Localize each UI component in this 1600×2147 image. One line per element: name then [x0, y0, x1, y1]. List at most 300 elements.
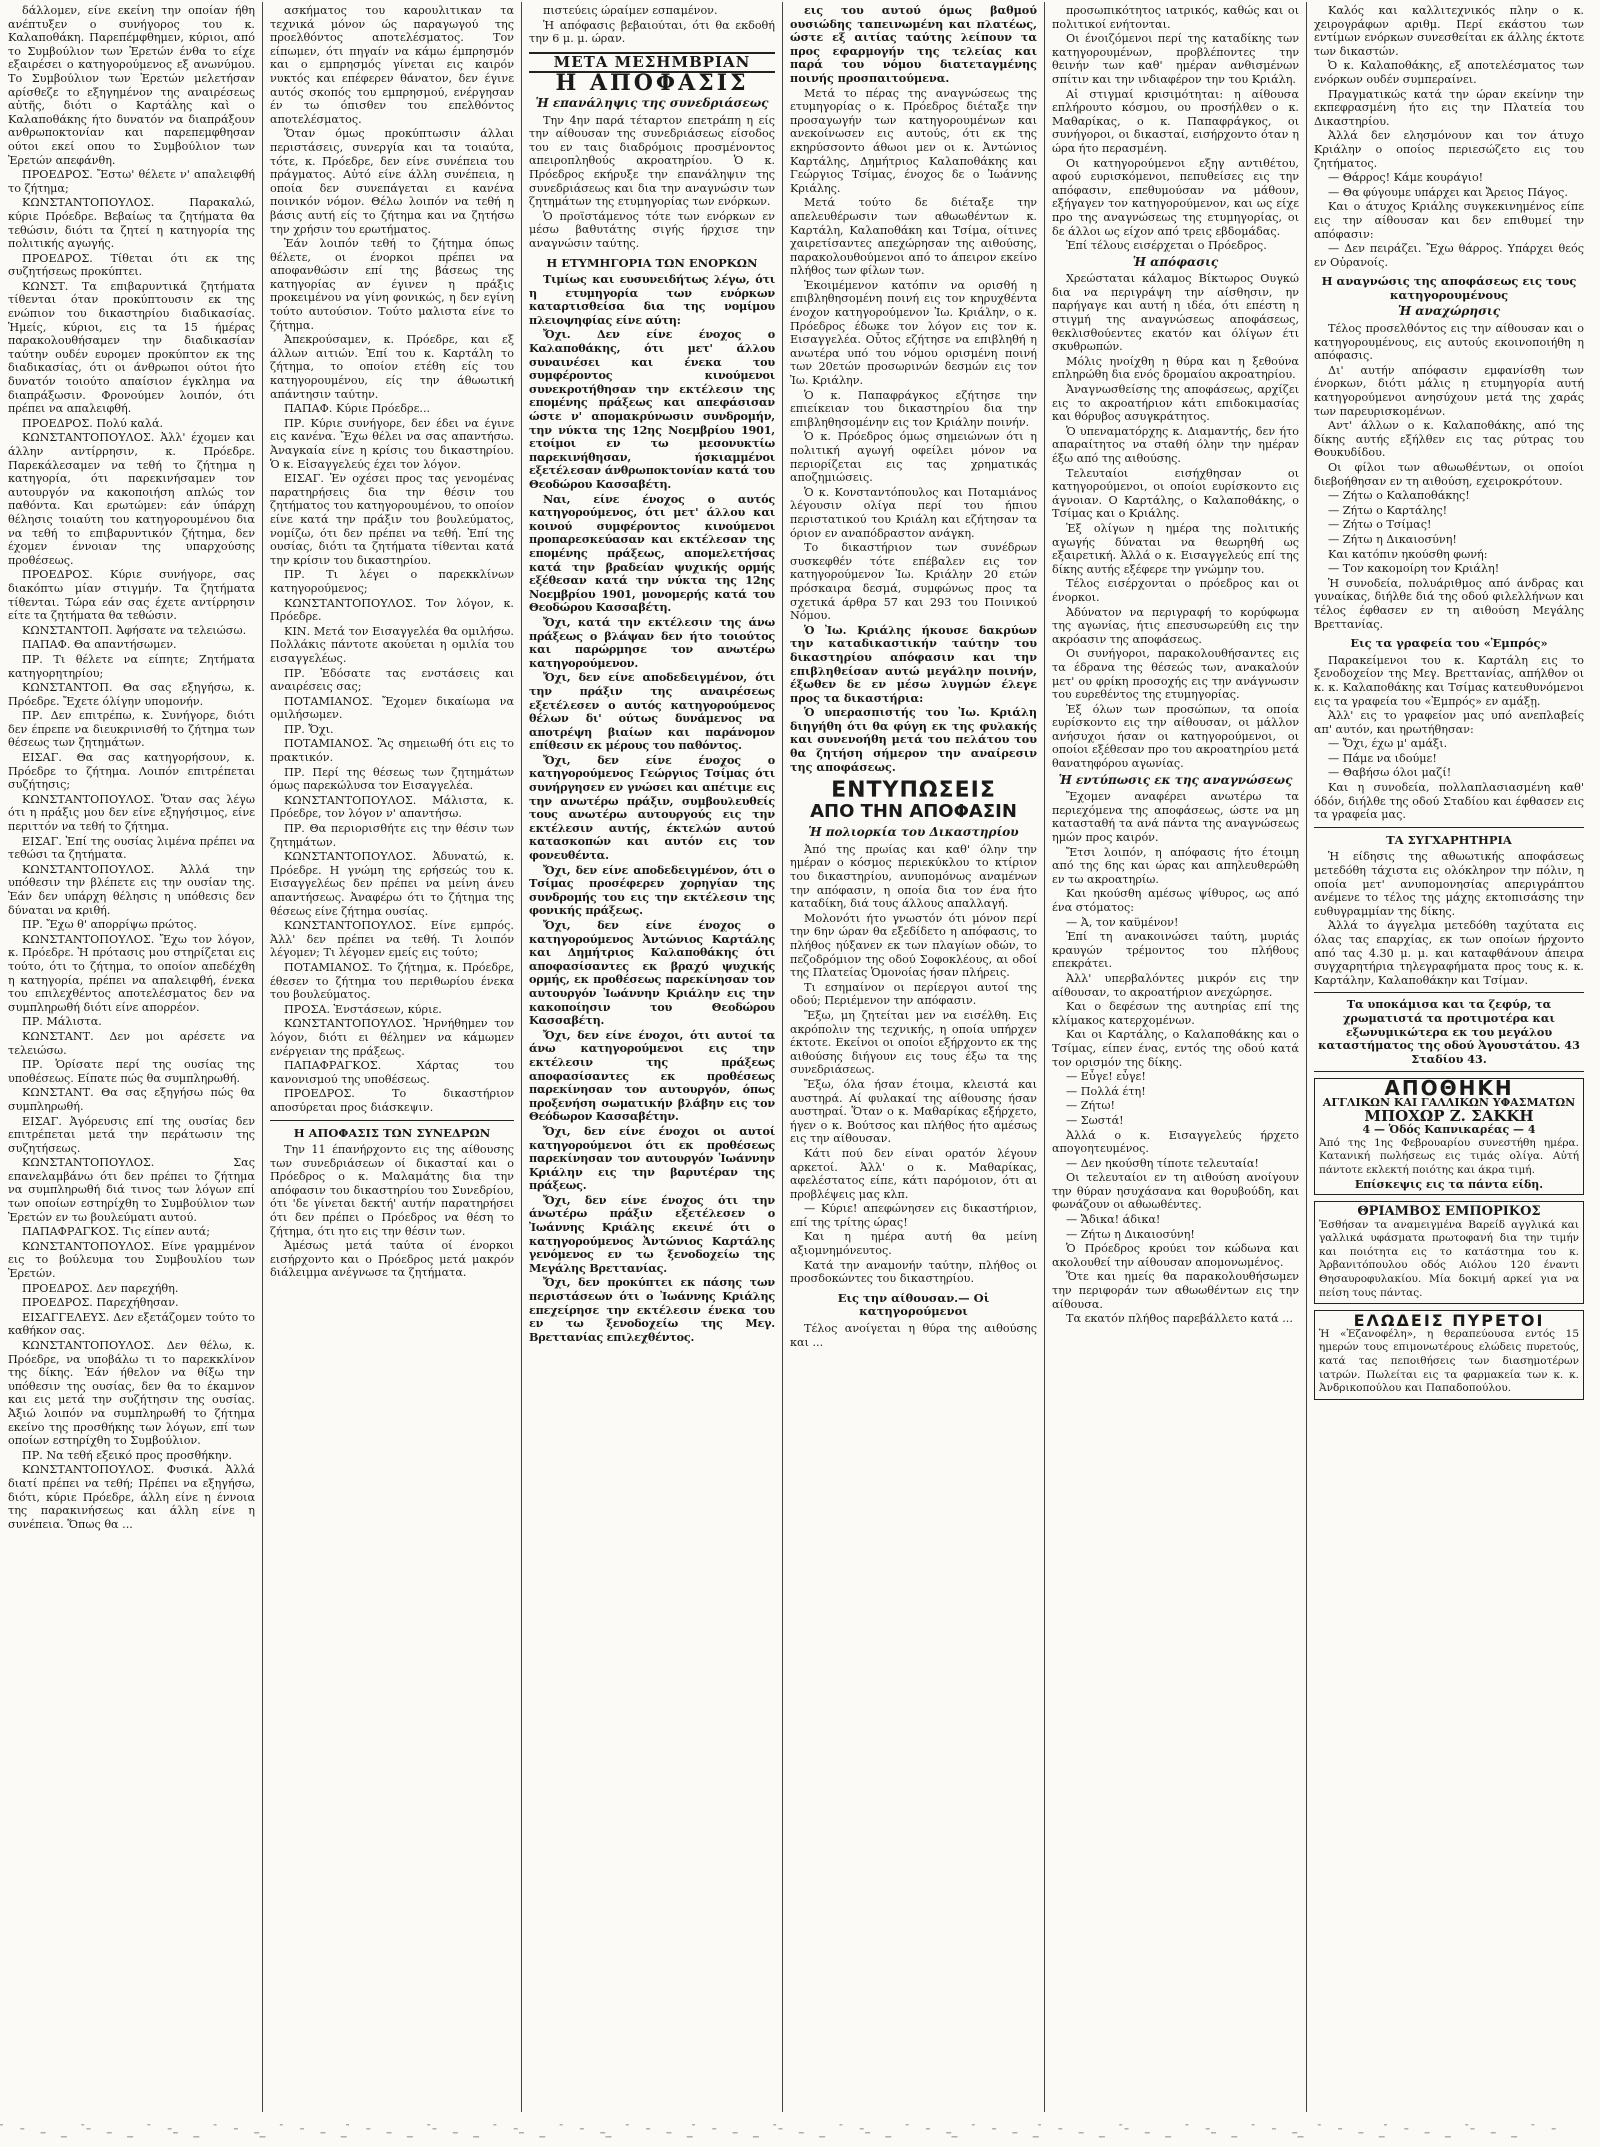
scan-speck [1079, 2132, 1084, 2134]
advert-fevers-title: ΕΛΩΔΕΙΣ ΠΥΡΕΤΟΙ [1353, 1311, 1545, 1331]
subheading-impression: Ἡ εντύπωσις εκ της αναγνώσεως [1058, 772, 1293, 787]
advert-warehouse-address: 4 — Ὁδός Καπνικαρέας — 4 [1362, 1123, 1536, 1137]
paragraph: Οι φίλοι των αθωωθέντων, οι οποίοι διεβοήθησαν εν τη αιθούση, εχειροκρότουν. [1314, 461, 1584, 488]
paragraph: Τέλος εισέρχονται ο πρόεδρος και οι ένορκοι. [1052, 577, 1299, 604]
paragraph: ΠΡ. Περί της θέσεως των ζητημάτων όμως παρεκώλυσα τον Εισαγγελέα. [270, 765, 514, 793]
section-divider [1314, 1071, 1584, 1072]
paragraph: ΠΡ. Ὁρίσατε περί της ουσίας της υποθέσεως. Είπατε πώς θα συμπληρωθή. [8, 1058, 255, 1085]
paragraph: Αντ' άλλων ο κ. Καλαποθάκης, από της δίκης αυτής εξήλθεν εις τας ρύτρας του Θουκυδίδου. [1314, 419, 1584, 460]
scan-speck [1012, 2132, 1017, 2134]
paragraph: Ἐπί τέλους εισέρχεται ο Πρόεδρος. [1066, 239, 1267, 253]
paragraph: Ὁ κ. Παπαφράγκος εζήτησε την επιείκειαν του δικαστηρίου δια την επιβληθησομένην εις τον Κριάλην ποινήν. [790, 388, 1037, 429]
scan-speck [799, 2132, 804, 2134]
scan-speck [519, 2132, 524, 2134]
paragraph: Ἐκοιμέμενον κατόπιν να ορισθή η επιβληθησομένη ποινή εις τον κηρυχθέντα ένοχον κατηγορούμενον Ἰω. Κριάλην, ο κ. Πρόεδρος έδωκε τον λόγον εις τον κ. Εισαγγελέα. Οὗτος εζήτησε να επιβληθή η ανωτέρα υπό του νόμου ορισμένη ποινή των 20ετών προσωρινών δεσμών εις τον Ἰω. Κριάλην. [790, 278, 1037, 388]
paragraph: — Ὄχι, έχω μ' αμάξι. [1328, 737, 1448, 751]
scan-speck [1038, 2124, 1041, 2126]
column-4-text [790, 87, 1037, 623]
paragraph: ΚΩΝΣΤΑΝΤΟΠΟΥΛΟΣ. Ἠρνήθημεν τον λόγον, διότι ει θέλημεν να κάμωμεν ενέργειαν της πράξεως. [270, 1017, 514, 1058]
scan-speck [1145, 2132, 1150, 2134]
paragraph: Δι' αυτήν απόφασιν εμφανίσθη των ένορκων, διότι μάλις η ετυμηγορία αυτή κατηγορούμενοι ανησύχουν μετά της χαράς των παρευρισκομένων. [1314, 363, 1584, 418]
column-rule [262, 2, 263, 2112]
paragraph: Ὄχι, δεν προκύπτει εκ πάσης των περιστάσεων ότι ο Ἰωάννης Κριάλης επεχείρησε την εκτέλεσιν ένεκα του εν τω ξενοδοχείω της Μεγ. Βρεττανίας επιλεχθέντος. [529, 1275, 775, 1344]
scan-speck [1379, 2136, 1385, 2138]
paragraph: Το δικαστήριον των συνέδρων συσκεφθέν τότε επέβαλεν εις τον κατηγορούμενον Ἰω. Κριάλην 20 ετών πρόσκαιρα δεσμά, συμφώνως προς τα σχετικά άρθρα 57 και 293 του Ποινικού Νόμου. [790, 541, 1037, 623]
paragraph: Μετά τούτο δε διέταξε την απελευθέρωσιν των αθωωθέντων κ. Καρτάλη, Καλαποθάκη και Τσίμα, οίτινες χαιρετίσαντες απεχώρησαν της αιθούσης, παρακολουθούμενοι από το άπειρον εκείνο πλήθος των φίλων των. [790, 196, 1037, 278]
paragraph: ΕΙΣΑΓΓΕΛΕΥΣ. Δεν εξετάζομεν τούτο το καθήκον σας. [8, 1310, 255, 1338]
paragraph: ΠΡ. Μάλιστα. [22, 1015, 102, 1029]
header-afternoon: ΜΕΤΑ ΜΕΣΗΜΒΡΙΑΝ [529, 52, 775, 74]
paragraph: ΕΙΣΑΓ. Ἐν οχέσει προς τας γενομένας παρατηρήσεις δια την θέσιν του ζητήματος του κατηγορουμένου, το οποίον είνε κατά την πράξιν του βουλεύματος, νομίζω, ότι δεν πρέπει να τεθή. Ἐπί της ουσίας, διότι τα ζητήματα τίθενται κατά την κρίσιν του δικαστηρίου. [270, 472, 514, 567]
verdict-continuation [790, 4, 1037, 86]
advert-warehouse-owner: ΜΠΟΧΩΡ Ζ. ΣΑΚΚΗ [1364, 1106, 1534, 1125]
paragraph: Ὄχι, δεν είνε ένοχοι οι αυτοί κατηγορούμενοι ότι εκ προθέσεως παρεκίνησαν τον αυτουργόν Ἰωάννην Κριάλην εις την βαρυτέραν της πράξεως. [529, 1123, 775, 1193]
paragraph: ΚΩΝΣΤΑΝΤΟΠ. Θα σας εξηγήσω, κ. Πρόεδρε. Ἔχετε όλίγην υπομονήν. [8, 681, 255, 708]
paragraph: ΠΡΟΕΔΡΟΣ. Ἔστω' θέλετε ν' απαλειφθή το ζήτημα; [8, 168, 255, 195]
column-5-text-b [1052, 272, 1299, 770]
column-2-text-b [270, 1143, 514, 1280]
scan-speck [885, 2136, 891, 2138]
paragraph: ΠΑΠΑΦ. Θα απαντήσωμεν. [22, 638, 177, 652]
scan-speck [147, 2124, 150, 2126]
section-heading-reading: Η αναγνώσις της αποφάσεως εις τους κατηγορουμένους [1321, 274, 1577, 302]
paragraph: Ἔχομεν αναφέρει ανωτέρω τα περιεχόμενα της αποφάσεως, ώστε να μη κατασταθή τα ανά πάντα της αναγνώσεως ημών προς καιρόν. [1052, 790, 1299, 845]
headline-impressions: ΕΝΤΥΠΩΣΕΙΣ [831, 778, 996, 804]
paragraph: Ἐξ όλων των προσώπων, τα οποία ευρίσκοντο εις την αίθουσαν, οι μάλλον ανήσυχοι ήσαν οι κατηγορούμενοι, οι οποίοι εξέθεσαν προ του ακροατηρίου μετά θανατηφόρου αγωνίας. [1052, 702, 1299, 771]
paragraph: Ἀλλά ο κ. Εισαγγελεύς ήρχετο απογοητευμένος. [1052, 1128, 1299, 1156]
paragraph: ΚΙΝ. Μετά τον Εισαγγελέα θα ομιλήσω. Πολλάκις πάντοτε ακούεται η ομιλία του εισαγγελέως. [270, 624, 514, 665]
scan-speck [193, 2136, 199, 2138]
subheading-resumption: Ἡ επανάληψις της συνεδριάσεως [535, 95, 769, 110]
section-divider [1314, 992, 1584, 993]
paragraph: Ἐπί τη ανακοινώσει ταύτη, μυριάς κραυγών τρέμοντος του πλήθους επεκράτει. [1052, 930, 1299, 971]
paragraph: ΚΩΝΣΤΑΝΤΟΠΟΥΛΟΣ. Τον λόγον, κ. Πρόεδρε. [270, 596, 514, 624]
scan-speck [1211, 2132, 1216, 2134]
scan-speck [712, 2128, 716, 2130]
scan-speck [1552, 2128, 1556, 2130]
paragraph: ΠΡ. Τι θέλετε να είπητε; Ζητήματα κατηγορητηρίου; [8, 652, 255, 680]
advert-warehouse-title: ΑΠΟΘΗΚΗ [1384, 1076, 1514, 1101]
scan-speck [1185, 2124, 1188, 2126]
paragraph: Μετά το πέρας της αναγνώσεως της ετυμηγορίας ο κ. Πρόεδρος διέταξε την προσαγωγήν των κατηγορουμένων και ανεκοίνωσεν εις αυτούς, ότι εκ της εκηρύσσοντο άθωοι μεν οι κ. Ἀντώνιος Καρτάλης, Δημήτριος Καλαποθάκης και Γεώργιος Τσίμας, ένοχος δε ο Ἰωάννης Κριάλης. [790, 86, 1037, 195]
section-heading-congratulations: ΤΑ ΣΥΓΧΑΡΗΤΗΡΙΑ [1386, 832, 1512, 847]
scan-speck [646, 2128, 650, 2130]
column-2-text [270, 4, 514, 1115]
paragraph: ΠΡ. Ἔχω θ' απορρίψω πρώτος. [22, 918, 197, 932]
scan-speck [1252, 2124, 1255, 2126]
scan-speck [1292, 2132, 1297, 2134]
column-1-text [8, 4, 255, 1531]
subheading-departure: Ἡ αναχώρησις [1397, 304, 1501, 319]
paragraph: — Σωστά! [1066, 1113, 1124, 1127]
column-6-text-c [1314, 548, 1584, 632]
paragraph: ΠΡ. Ὄχι. [284, 722, 334, 736]
advert-warehouse [1314, 1078, 1584, 1195]
paragraph: Ἡ είδησις της αθωωτικής αποφάσεως μετεδόθη τάχιστα εις ολόκληρον την πόλιν, η οποία μετ' ανυπομονησίας απεριγράπτου ανέμενε το τέλος της μάχης εκτοπισάσης την ευθυγραμμίαν της δίκης. [1314, 850, 1584, 918]
paragraph: δάλλομεν, είνε εκείνη την οποίαν ήθη ανέπτυξεν ο συνήγορος του κ. Καλαποθάκη. Παρεπέμφθημεν, κύριοι, από το Συμβούλιον των Ἐρετών ένθα το είχε εξαιρέσει ο κατηγορούμενος εξ ανωνύμου. Το Συμβούλιον των Ἐρετών μελετήσαν αρίσθεζε το εξηγημένον της αναιρέσεως αὐτῆς, διότι ο Καρτάλης καὶ ο Καλαποθάκης ήτο δυνατόν να διαπράξουν ανθρωποκτονίαν και παρεπεμφθησαν ούτοι εκεί οπου το Συμβούλιον των Ἐρετών απεφάνθη. [8, 4, 255, 167]
scan-speck [946, 2132, 951, 2134]
paragraph: — Ζήτω η Δικαιοσύνη! [1066, 1227, 1195, 1241]
scan-speck [1318, 2124, 1321, 2126]
scan-speck [407, 2136, 413, 2138]
scan-speck [580, 2128, 584, 2130]
advert-fevers [1314, 1310, 1584, 1400]
paragraph: Ναι, είνε ένοχος ο αυτός κατηγορούμενος, ότι μετ' άλλου και κοινού συμφέροντος κινούμενοι προπαρεσκεύασαν και εκτέλεσαν της επομένης πράξεως, απομελετήσας κατά την βραδείαν ψυχικής ορμής εξέθεσαν κατά την νύκτα της 12ης Νοεμβρίου 1901, μονομερής κατά του Θεοδώρου Κασσαβέτη. [529, 491, 775, 615]
paragraph: Τέλος ανοίγεται η θύρα της αιθούσης και ... [790, 1322, 1037, 1349]
paragraph: ΠΡΟΕΔΡΟΣ. Δεν παρεχήθη. [22, 1281, 179, 1295]
scan-speck [214, 2124, 217, 2126]
scan-speck [819, 2136, 825, 2138]
scan-speck [952, 2136, 958, 2138]
paragraph: Ἐάν λοιπόν τεθή το ζήτημα όπως θέλετε, οι ένορκοι πρέπει να αποφανθώσιν επί της βάσεως της κατηγορίας αν έγινεν η πράξις προκειμένου να γίνη φονικώς, η δεν εγίνη τούτο αυτούσιον. Τούτο μαλιστα είνε το ζήτημα. [270, 237, 514, 332]
paragraph: Ἐξ ολίγων η ημέρα της πολιτικής αγωγής δύναται να θεωρηθή ως εξαιρετική. Ἀλλά ο κ. Εισαγγελεύς επί της δίκης αυτής εξέφερε την γνώμην του. [1052, 521, 1299, 576]
paragraph: Ὁ Πρόεδρος κρούει τον κώδωνα και ακολουθεί την αίθουσαν απομονωμένος. [1052, 1242, 1299, 1269]
advert-commercial-body: Ἐσθήσαν τα αναμειγμένα Βαρείδ αγγλικά και γαλλικά υφάσματα πρωτοφανή δια την τιμήν και ποιότητα εις το κατάστημα του κ. Ἀρβανιτόπουλου οδός Αιόλου 120 έναντι Θησαυροφυλακίου. Μία δοκιμή αρκεί για να πείση τους πάντας. [1319, 1218, 1579, 1299]
paragraph: — Δεν ηκούσθη τίποτε τελευταία! [1066, 1156, 1259, 1170]
advert-warehouse-subtitle: ΑΓΓΛΙΚΩΝ ΚΑΙ ΓΑΛΛΙΚΩΝ ΥΦΑΣΜΑΤΩΝ [1322, 1095, 1576, 1109]
scan-speck [260, 2136, 266, 2138]
paragraph: ΚΩΝΣΤΑΝΤΟΠΟΥΛΟΣ. Ἀλλά την υπόθεσιν την βλέπετε εις την ουσίαν της. Ἐάν δεν υπάρχη θέλησις η υπόθεσις δεν δύναται να κριθή. [8, 862, 255, 917]
paragraph: Και η ημέρα αυτή θα μείνη αξιομνημόνευτος. [790, 1230, 1037, 1258]
paragraph: ΚΩΝΣΤΑΝΤΟΠ. Ἀφήσατε να τελειώσω. [22, 623, 247, 637]
paragraph: Ἀδύνατον να περιγραφή το κορύφωμα της αγωνίας, ήτις επεσυσωρεύθη εις την ακρόασιν της αποφάσεως. [1052, 605, 1299, 646]
paragraph: Τα εκατόν πλήθος παρεβάλλετο κατά ... [1066, 1312, 1293, 1326]
scan-speck [453, 2132, 458, 2134]
scan-speck [692, 2124, 695, 2126]
paragraph: ΠΡ. Δεν επιτρέπω, κ. Συνήγορε, διότι δεν έπρεπε να διευκρινισθή το ζήτημα των θέσεως των ζητημάτων. [8, 709, 255, 750]
scan-speck [1425, 2132, 1430, 2134]
paragraph: ΕΙΣΑΓ. Ἀγόρευσις επί της ουσίας δεν επιτρέπεται μετά την περάτωσιν της συζητήσεως. [8, 1114, 255, 1155]
column-1 [8, 4, 255, 2116]
advert-commercial [1314, 1201, 1584, 1304]
paragraph: Ὅταν όμως προκύπτωσιν άλλαι περιστάσεις, συνεργία και τα τοιαύτα, τότε, κ. Πρόεδρε, δεν είνε συνέπεια του πράγματος. Αὐτό είνε άλλη συνέπεια, η οποία δεν συνεπάγεται ει κανένα ποινικόν νόμον. Θέλω λοιπόν να τεθή η βάσις αυτή είς το ζήτημα και να ζητήσω την χρήσιν του ερωτήματος. [270, 127, 514, 236]
scan-speck [906, 2124, 909, 2126]
paragraph: Ὄχι, δεν είνε αποδεδειγμένον, ότι την πράξιν της αναιρέσεως εξετέλεσεν ο αυτός κατηγορούμενος θέλων δι' ούτως δυνάμενος να αποτρέψη βιαίων και παράνομον επίθεσιν εκ μέρους του παθόντος. [529, 670, 775, 753]
paragraph: ΚΩΝΣΤΑΝΤΟΠΟΥΛΟΣ. Είνε εμπρός. Ἀλλ' δεν πρέπει να τεθή. Τι λοιπόν λέγομεν; Τι λέγομεν εμείς εις τούτο; [270, 919, 514, 960]
paragraph: Ἀλλά το άγγελμα μετεδόθη ταχύτατα εις όλας τας επαρχίας, εκ των οποίων ήρχοντο από τας 4.30 μ. μ. και καταφθάνουν άπειρα συγχαρητήρια τηλεγραφήματα προς τους κ. κ. Καρτάλην, Καλαποθάκην και Τσίμαν. [1314, 919, 1584, 987]
subheading-siege: Ἡ πολιορκία του Δικαστηρίου [808, 825, 1019, 840]
paragraph: Ἡ απόφασις βεβαιούται, ότι θα εκδοθή την 6 μ. μ. ώραν. [529, 18, 775, 46]
scan-speck [773, 2124, 776, 2126]
paragraph: προσωπικότητος ιατρικός, καθώς και οι πολιτικοί ενήτονται. [1052, 4, 1299, 31]
paragraph: Ὁ κ. Πρόεδρος όμως σημειώνων ότι η πολιτική αγωγή οφείλει μόνον να περιορίζεται εις τας χρηματικάς αποζημιώσεις. [790, 430, 1037, 485]
paragraph: Ἀλλ' υπερβαλόντες μικρόν εις την αίθουσαν, το ακροατήριον ανεχώρησε. [1052, 971, 1299, 999]
scan-speck [626, 2124, 629, 2126]
scan-speck [1033, 2136, 1039, 2138]
paragraph: ΠΡΟΕΔΡΟΣ. Το δικαστήριον αποσύρεται προς διάσκεψιν. [270, 1087, 514, 1114]
scan-speck [173, 2132, 178, 2134]
paragraph: Την 11 έπανήρχοντο εις της αίθουσης των συνεδριάσεων οί δικασταί και ο Πρόεδρος ο κ. Μαλαμάτης δια την απόφασιν του δικαστηρίου του Συνεδρίου, ότι 'δε γίνεται δεκτή' αυτήν παρατηρήσει ότι δεν πρέπει ο Πρόεδρος να θέση το ζήτημα, ότι ητο εις την θέσιν των. [270, 1143, 514, 1238]
scan-speck [687, 2136, 693, 2138]
paragraph: ΠΡ. Θα περιορισθήτε εις την θέσιν των ζητημάτων. [270, 822, 514, 849]
scan-speck [1465, 2124, 1468, 2126]
paragraph: Ὁ Ἰω. Κριάλης ήκουσε δακρύων την καταδικαστικήν ταύτην του δικαστηρίου απόφασιν και την επιβληθείσαν αυτώ μεγάλην ποινήν, έξωθεν δε εν μέσω λυγμών έλεγε προς τα δικαστήρια: [790, 622, 1037, 705]
scan-speck [346, 2124, 349, 2126]
paragraph: Ἀναγνωσθείσης της αποφάσεως, αρχίζει εις το ακροατήριον κάτι επιδοκιμασίας και θόρυβος ασυγκράτητος. [1052, 383, 1299, 424]
column-3-top [529, 4, 775, 46]
paragraph: Ἀπό της πρωίας και καθ' όλην την ημέραν ο κόσμος περιεκύκλου το κτίριον του δικαστηρίου, ανυπομόνως αναμένων την απόφασιν, η οποία δια τον ένα ήτο καταδίκη, διά τους άλλους απαλλαγή. [790, 842, 1037, 911]
section-divider [1314, 827, 1584, 828]
column-5 [1052, 4, 1299, 2116]
paragraph: — Ζήτω η Δικαιοσύνη! [1328, 532, 1457, 546]
scan-speck [0, 2124, 3, 2126]
scan-speck [1272, 2128, 1276, 2130]
paragraph: ΠΑΠΑΦΡΑΓΚΟΣ. Χάρτας του κανονισμού της υποθέσεως. [270, 1059, 514, 1086]
paragraph: Ὀ κ. Καλαποθάκης, εξ αποτελέσματος των ενόρκων ουδέν συμπεραίνει. [1314, 59, 1584, 86]
paragraph: Τι εσημαίνον οι περίεργοι αυτοί της οδού; Περιέμενον την απόφασιν. [790, 980, 1037, 1008]
paragraph: ΠΡΟΕΔΡΟΣ. Παρεχήθησαν. [22, 1296, 179, 1310]
paragraph: Τιμίως και ευσυνειδήτως λέγω, ότι η ετυμηγορία των ενόρκων καταρτισθείσα δια της νομίμου πλειοψηφίας είνε αύτη: [529, 272, 775, 327]
paragraph: ΚΩΝΣΤΑΝΤΟΠΟΥΛΟΣ. Σας επανελαμβάνω ότι δεν πρέπει το ζήτημα να συμπληρωθή διά τινος των λόγων επί των οποίων εστηρίχθη το Συμβούλιον των Ἐρετών εν τω βουλεύματι αυτού. [8, 1156, 255, 1224]
paragraph: — Θα φύγουμε υπάρχει και Ἄρειος Πάγος. [1328, 185, 1568, 199]
paragraph: πιστεύεις ώραίμεν εσπαμένον. [543, 4, 718, 17]
paragraph: Οι κατηγορούμενοι εξηγ αντιθέτου, αφού ευρισκόμενοι, πεπυθείσες εις την απόφασιν, επεθυμούσαν να μάθουν, εξήγαγεν τον κατηγορούμενον, και ως είχε προ της αναγνώσεως της ετυμηγορίας, οι δε άλλοι ως είχον από τρεις εβδομάδας. [1052, 156, 1299, 238]
paragraph: Ὄχι. Δεν είνε ένοχος ο Καλαποθάκης, ότι μετ' άλλου συναινέσει και ένεκα του συμφέροντος κινούμενοι συνεκροτήθησαν την εκτέλεσιν της επομένης πράξεως και απεφάσισαν ώστε ν' απομακρύνωσιν συνδρομήν, την νύκτα της 12ης Νοεμβρίου 1901, ετοίμοι εν τω μεσονυκτίω παρεκινήθησαν, ήσκιαμμένοι εξετέλεσαν άνθρωποκτονίαν κατά του Θεοδώρου Κασσαβέτη. [529, 327, 775, 491]
advert-fevers-body: Ἡ «Ἐζανοφέλη», η θεραπεύουσα εντός 15 ημερών τους επιμονωτέρους ελώδεις πυρετούς, κατά τας πεποιθήσεις των διασημοτέρων ιατρών. Πωλείται εις τα φαρμακεία των κ. κ. Ἀνδρικοπούλου και Παπαδοπούλου. [1319, 1327, 1579, 1395]
paragraph: ΚΩΝΣΤΑΝΤΟΠΟΥΛΟΣ. Παρακαλώ, κύριε Πρόεδρε. Βεβαίως τα ζητήματα θα τεθώσιν, διότι τα ζητεί η κατηγορία της πολιτικής αγωγής. [8, 196, 255, 251]
column-2 [270, 4, 514, 2116]
paragraph: Την 4ην παρά τέταρτον επετράπη η είς την αίθουσαν της συνεδριάσεως είσοδος του εν ταις διαδρόμοις προσμένοντος απειροπληθούς ακροατηρίου. Ὁ κ. Πρόεδρος εκήρυξε την επανάληψιν της συνεδριάσεως και δια την αναγνώσιν των ζητημάτων της ετυμηγορίας των ενόρκων. [529, 113, 775, 209]
scan-speck [300, 2128, 304, 2130]
scan-speck [1119, 2124, 1122, 2126]
scan-speck [1165, 2136, 1171, 2138]
section-heading-jury-verdict: Η ΕΤΥΜΗΓΟΡΙΑ ΤΩΝ ΕΝΟΡΚΩΝ [546, 255, 758, 270]
paragraph: Και ο άτυχος Κριάλης συγκεκινημένος είπε εις την αίθουσαν και δεν επιθυμεί την απόφασιν: [1314, 200, 1584, 241]
paragraph: ΠΟΤΑΜΙΑΝΟΣ. Ἔχομεν δικαίωμα να ομιλήσωμεν. [270, 694, 514, 722]
paragraph: ΠΡ. Τι λέγει ο παρεκκλίνων κατηγορούμενος; [270, 568, 514, 595]
paragraph: Κάτι πού δεν είναι ορατόν λέγουν αρκετοί. Ἀλλ' ο κ. Μαθαρίκας, αφελέστατος είπε, κάτι παρόμοιον, ότι αι προβλέψεις μας κλπ. [790, 1146, 1037, 1201]
column-3-text [529, 114, 775, 251]
paragraph: ΚΩΝΣΤΑΝΤΟΠΟΥΛΟΣ. Ἔχω τον λόγον, κ. Πρόεδρε. Ἡ πρότασις μου στηρίζεται εις τούτο, ότι το ζήτημα, το οποίον απεδέχθη η κατηγορία, πρέπει να απαλειφθή, ένεκα του επιλεχθέντος αποτελέσματος δεν να συμπληρωθή διότι είνε απορρέον. [8, 932, 255, 1014]
paragraph: ΠΡ. Ἐδόσατε τας ενστάσεις και αναιρέσεις σας; [270, 666, 514, 694]
paragraph: Παρακείμενοι του κ. Καρτάλη εις το ξενοδοχείον της Μεγ. Βρεττανίας, απήλθον οι κ. κ. Καλαποθάκης και Τσίμας κατευθυνόμενοι εις τα γραφεία του «Ἐμπρός» εν αμάξῃ. [1314, 653, 1584, 708]
paragraph: Ἔξω, μη ζητείται μεν να εισέλθη. Εις ακρόπολιν της τεχνικής, η οποία υπήρχεν έκτοτε. Εκείνοι οι οποίοι εξήρχοντο εκ της αιθούσης διήγουν εις τους έξω τα της συνεδριάσεως. [790, 1008, 1037, 1077]
paragraph: Ἀλλά δεν ελησμόνουν και τον άτυχο Κριάλην ο οποίος περιεσώζετο εις του ζητήματος. [1314, 129, 1584, 170]
paragraph: Ἔτσι λοιπόν, η απόφασις ήτο έτοιμη από της 6ης και ώρας και απηλευθερώθη εν τω ακροατηρίω. [1052, 845, 1299, 886]
paragraph: Και ο δεφέσων της αυτηρίας επί της κλίμακος κατερχομένων. [1052, 1000, 1299, 1027]
column-rule [1044, 2, 1045, 2112]
paragraph: — Ζήτω ο Καλαποθάκης! [1328, 489, 1470, 503]
scan-speck [107, 2132, 112, 2134]
paragraph: — Πολλά έτη! [1066, 1084, 1146, 1098]
paragraph: Μολονότι ήτο γνωστόν ότι μόνον περί την 6ην ώραν θα εξεδίδετο η απόφασις, το πλήθος ηύξανεν εκ των πλαγίων οδών, το πεζοδρόμιον της οδού Σοφοκλέους, αι οδοί της Πλατείας Ὁμονοίας ήσαν πλήρεις. [790, 911, 1037, 980]
paragraph: — Εὖγε! εὖγε! [1066, 1070, 1146, 1084]
scan-speck [860, 2128, 864, 2130]
advert-warehouse-tail: Επίσκεψις εις τα πάντα είδη. [1354, 1177, 1544, 1191]
paragraph: ΠΡ. Να τεθή εξεικό προς προσθήκην. [22, 1448, 232, 1462]
paragraph: Οι τελευταίοι εν τη αιθούση ανοίγουν την θύραν ησυχάσανα και θορυβούδη, και φωνάζουν οι αθωωθέντες. [1052, 1171, 1299, 1212]
column-3 [529, 4, 775, 2116]
scan-speck [320, 2132, 325, 2134]
shouts-list [1314, 489, 1584, 546]
scan-speck [1358, 2132, 1363, 2134]
paragraph: Καλός και καλλιτεχνικός πλην ο κ. χειρογράφων αριθμ. Περί εκάστου των εντίμων ενόρκων συνεσθείται εκ άλλης έκτοτε των δικαστών. [1314, 4, 1584, 58]
scan-speck [1531, 2124, 1534, 2126]
scan-speck [1445, 2136, 1451, 2138]
paragraph: Ὁ προϊστάμενος τότε των ενόρκων εν μέσω βαθυτάτης σιγής ήρχισε την αναγνώσιν ταύτης. [529, 209, 775, 250]
paragraph: Ἔξω, όλα ήσαν έτοιμα, κλειστά και αυστηρά. Αί φυλακαί της αίθουσης ήσαν αυστηραί. Ὅταν ο κ. Μαθαρίκας εξήρχετο, ήγεν ο κ. Βούτσος και πλήθος ήτο αμέσως εις την αίθουσαν. [790, 1077, 1037, 1146]
scan-speck [127, 2136, 133, 2138]
scan-speck [992, 2128, 996, 2130]
column-rule [782, 2, 783, 2112]
paragraph: ΕΙΣΑΓ. Θα σας κατηγορήσουν, κ. Πρόεδρε το ζήτημα. Λοιπόν επιτρέπεται συζήτησις; [8, 751, 255, 792]
paragraph: ΚΩΝΣΤΑΝΤΟΠΟΥΛΟΣ. Είνε γραμμένον εις το βούλευμα του Συμβουλίου των Ἐρετών. [8, 1239, 255, 1281]
scan-speck [865, 2132, 870, 2134]
paragraph: Ὄχι, δεν είνε ένοχος ο κατηγορούμενος Ἀντώνιος Καρτάλης και Δημήτριος Καλαποθάκης ότι αποφασίσαντες εκ βραχύ ψυχικής ορμής, εκ προθέσεως παρεκίνησαν τον αυτουργόν Ἰωάννην Κριάλην εις την κακοποίησιν του Θεοδώρου Κασσαβέτη. [529, 918, 775, 1028]
scan-speck [1338, 2128, 1342, 2130]
paragraph: ΚΩΝΣΤΑΝΤΟΠΟΥΛΟΣ. Ὅταν σας λέγω ότι η πράξις μου δεν είνε εξηγήσιμος, είνε περιττόν να τεθή το ζήτημα. [8, 792, 255, 834]
paragraph: Και κατόπιν ηκούσθη φωνή: [1328, 547, 1488, 561]
scan-speck [254, 2132, 259, 2134]
paragraph: Και ηκούσθη αμέσως ψίθυρος, ως από ένα στόματος: [1052, 887, 1299, 914]
paragraph: Χρεώσταται κάλαμος Βίκτωρος Ουγκώ δια να περιγράψη την αίσθησιν, ην παρήγαγε και αυτή η ιδέα, ότι επέστη η στιγμή της αναγνώσεως αποφάσεως, θεκλισθούεντες εκατόν και όλίγων έτι σκυθρωπών. [1052, 272, 1299, 354]
scan-speck [366, 2128, 370, 2130]
paragraph: ΠΑΠΑΦΡΑΓΚΟΣ. Τις είπεν αυτά; [22, 1225, 210, 1239]
paragraph: Ὄχι, δεν είνε ένοχοι, ότι αυτοί τα άνω κατηγορούμενοι εις την εκτέλεσιν της πράξεως αποφασίσαντες εκ προθέσεως παρεκίνησαν τον αυτουργόν, όπως προξενήση σωματικήν βλάβην εις τον Θεόδωρον Κασσαβέτην. [529, 1027, 775, 1124]
paragraph: ΠΟΤΑΜΙΑΝΟΣ. Ἂς σημειωθή ότι εις το πρακτικόν. [270, 737, 514, 765]
scan-speck [926, 2128, 930, 2130]
paragraph: Ἀλλ' εις το γραφείον μας υπό ανεπλαβείς απ' αυτόν, και ηρωτήθησαν: [1314, 709, 1584, 736]
paragraph: ΕΙΣΑΓ. Ἐπί της ουσίας λιμένα πρέπει να τεθώσι τα ζητήματα. [8, 834, 255, 862]
scan-speck [473, 2136, 479, 2138]
paragraph: ΚΩΝΣΤΑΝΤ. Δεν μοι αρέσετε να τελειώσω. [8, 1029, 255, 1057]
paragraph: ΠΑΠΑΦ. Κύριε Πρόεδρε... [284, 402, 431, 416]
paragraph: ΚΩΝΣΤΑΝΤΟΠΟΥΛΟΣ. Δεν θέλω, κ. Πρόεδρε, να υποβάλω τι το παρεκκλίνον της δίκης. Ἐάν ήθελον να θίξω την υπόθεσιν της ουσίας, δεν θα το έκαμνον και εις μετά την συζήτησιν της ουσίας. Ἀξιώ λοιπόν να συμπληρωθή το ζήτημα εκείνο της προσθήκης των λόγων, επί των οποίων εστηρίχθη το Συμβούλιον. [8, 1339, 255, 1448]
scan-speck [606, 2136, 612, 2138]
paragraph: Ἀπεκρούσαμεν, κ. Πρόεδρε, και εξ άλλων αιτιών. Ἐπί του κ. Καρτάλη το ζήτημα, το οποίον ετέθη είς του κατηγορουμένου, είς την άθωωτική απάντησιν ταύτην. [270, 333, 514, 401]
paragraph: Ὁ κ. Κονσταντόπουλος και Ποταμιάνος λέγουσιν ολίγα περί του ήπιου περιστατικού του Κριάλη και εζήτησαν τα όριον εν αναπόδραστον ανάγκη. [790, 485, 1037, 540]
column-rule [521, 2, 522, 2112]
scan-speck [972, 2124, 975, 2126]
scan-speck [433, 2128, 437, 2130]
paragraph: — Δεν πειράζει. Ἔχω θάρρος. Υπάρχει θεός εν Οὐρανοίς. [1314, 242, 1584, 269]
scan-speck [427, 2124, 430, 2126]
advert-warehouse-body: Ἀπό της 1ης Φεβρουαρίου συνεστήθη ημέρα. Κατανική πωλήσεως εις τιμάς ολίγα. Αὐτή πάντοτε εκλεκτή ποιότης και άκρα τιμή. [1319, 1136, 1579, 1176]
scan-speck [280, 2124, 283, 2126]
scan-speck [1511, 2136, 1517, 2138]
column-6-text-b [1314, 322, 1584, 488]
paragraph: Και οι Καρτάλης, ο Καλαποθάκης και ο Τσίμας, είπεν ένας, εντός της οδού κατά τον ορισμόν της δίκης. [1052, 1028, 1299, 1069]
paragraph: ΚΩΝΣΤΑΝΤ. Θα σας εξηγήσω πώς θα συμπληρωθή. [8, 1086, 255, 1113]
scan-speck [1099, 2136, 1105, 2138]
column-rule [1306, 2, 1307, 2112]
scan-speck [1471, 2128, 1475, 2130]
section-divider [270, 1120, 514, 1121]
paragraph: Ὄχι, δεν είνε ένοχος ο κατηγορούμενος Γεώργιος Τσίμας ότι συνήργησεν εν γνώσει και απέτιμε εις την ανωτέρω πράξιν, συμβουλευθείς τους ανωτέρω αυτουργούς εις την εκτέλεσιν αυτής, έκτελών αυτού κατασκοπών και αυτόν εις τον φονευθέντα. [529, 752, 775, 863]
scan-speck [1058, 2128, 1062, 2130]
paragraph: Οι ένοιζόμενοι περί της καταδίκης των κατηγορουμένων, προβλέποντες την θεινήν των καθ' ημέραν ανθισμένων σπίτιν και την ινδιαφέρον την του Κριάλη. [1052, 32, 1299, 86]
paragraph: ΠΟΤΑΜΙΑΝΟΣ. Το ζήτημα, κ. Πρόεδρε, έθεσεν το ζήτημα του περιθωρίου ένεκα του βουλεύματος. [270, 960, 514, 1002]
scan-speck [1384, 2124, 1387, 2126]
subheading-decision: Ἡ απόφασις [1132, 254, 1219, 269]
paragraph: ΚΩΝΣΤΑΝΤΟΠΟΥΛΟΣ. Μάλιστα, κ. Πρόεδρε, τον λόγον ν' απαντήσω. [270, 793, 514, 821]
column-4-text-b [790, 843, 1037, 1286]
paragraph: ΠΡΟΕΔΡΟΣ. Πολύ καλά. [22, 416, 164, 430]
paragraph: — Ζήτω! [1066, 1099, 1116, 1113]
scan-speck [733, 2132, 738, 2134]
verdict-text [529, 273, 775, 1344]
paragraph: — Ζήτω ο Καρτάλης! [1328, 503, 1448, 517]
scan-speck [168, 2128, 172, 2130]
paragraph: ΚΩΝΣΤΑΝΤΟΠΟΥΛΟΣ. Φυσικά. Ἀλλά διατί πρέπει να τεθή; Πρέπει να εξηγήσω, διότι, κύριε Πρόεδρε, άλλη είνε η έννοια της παρακινήσεως και άλλη είνε η συνέπεια. Ὅπως θα ... [8, 1463, 255, 1531]
paragraph: — Πάμε να ιδούμε! [1328, 751, 1437, 765]
scan-speck [341, 2136, 347, 2138]
scan-speck [87, 2128, 91, 2130]
paragraph: Ἡ συνοδεία, πολυάριθμος από άνδρας και γυναίκας, διήλθε διά της οδού φιλελλήνων και τέλος έφθασεν εν τη αιθούση Μεγάλης Βρεττανίας. [1314, 576, 1584, 631]
paragraph: ΚΩΝΣΤ. Τα επιβαρυντικά ζητήματα τίθενται όταν προκύπτουσιν εκ της ενώπιον του δικαστηρίου διαδικασίας. Ἡμείς, κύριοι, εις τα 15 ήμέρας παρακολουθήσαμεν την διαδικασίαν ταύτην ουδέν ευρομεν προκύπτον εκ της διαδικασίας, ότι οι άνθρωποι ούτοι ήτο δυνατόν τοιούτο απαίσιον έγκλημα να διαπράξωσιν. Φρονούμεν λοιπόν, ότι πρέπει να απαλειφθή. [8, 279, 255, 416]
scan-speck [753, 2136, 759, 2138]
scan-speck [839, 2124, 842, 2126]
column-4-bold-text [790, 624, 1037, 775]
paragraph: — Ἄδικα! άδικα! [1066, 1213, 1161, 1227]
scan-speck [1491, 2132, 1496, 2134]
paragraph: Τέλος προσελθόντος εις την αίθουσαν και ο κατηγορουμένους, εις αυτούς εκοινοποιήθη η απόφασις. [1314, 322, 1584, 363]
paragraph: Και η συνοδεία, πολλαπλασιασμένη καθ' όδόν, διήλθε της οδού Σταδίου και έφθασεν εις τα γραφεία μας. [1314, 781, 1584, 822]
scan-speck [1404, 2128, 1408, 2130]
paragraph: Μόλις ηνοίχθη η θύρα και η ξεθούνα επληρώθη δια ενός δρομαίου ακροατηρίου. [1052, 354, 1299, 382]
column-6-text [1314, 4, 1584, 269]
scan-speck [41, 2132, 46, 2134]
paragraph: — Θαβήσω όλοι μαζί! [1328, 766, 1452, 780]
scan-speck [1125, 2128, 1129, 2130]
paragraph: — Κύριε! απεφώνησεν εις δικαστήριον, επί της τρίτης ώρας! [790, 1202, 1037, 1229]
paragraph: — Ζήτω ο Τσίμας! [1328, 518, 1432, 532]
scan-speck [387, 2132, 392, 2134]
paragraph: ΠΡΟΕΔΡΟΣ. Κύριε συνήγορε, σας διακόπτω μίαν στιγμήν. Τα ζητήματα τίθενται. Τώρα εάν σας έχετε αντίρρησιν είτε τα ζητήματα θα τεθώσιν. [8, 568, 255, 623]
scan-speck [20, 2128, 24, 2130]
column-6-text-e [1314, 850, 1584, 987]
paragraph: Κατά την αναμονήν ταύτην, πλήθος οι προσδοκώντες του δικαστηρίου. [790, 1258, 1037, 1286]
scan-speck [539, 2136, 545, 2138]
paragraph: Ὁ υπερασπιστής του Ἰω. Κριάλη διηγήθη ότι θα φύγη εκ της φυλακής και συνενοήθη μετά του πελάτου του θα ζητήση σήμερον την αναίρεσιν της αποφάσεως. [790, 705, 1037, 774]
headline-from-verdict: ΑΠΟ ΤΗΝ ΑΠΟΦΑΣΙΝ [810, 801, 1017, 823]
section-heading-emprós-offices: Εις τα γραφεία του «Ἐμπρός» [1350, 636, 1548, 651]
paragraph: ΠΡΟΕΔΡΟΣ. Τίθεται ότι εκ της συζητήσεως προκύπτει. [8, 251, 255, 279]
scan-speck [666, 2132, 671, 2134]
scan-speck [81, 2124, 84, 2126]
paragraph: Πραγματικώς κατά την ώραν εκείνην την εκπεφρασμένη ήτο εις την Πλατεία του Δικαστηρίου. [1314, 87, 1584, 128]
shirts-notice [1314, 998, 1584, 1066]
paragraph: ασκήματος του καρουλιτικαν τα τεχνικά μόνον ώς παραγωγού της προελθόντος αποτελέσματος. Τον είπωμεν, ότι πηγαίν να κάμω έμπρησμόν και ο εμπρησμός γίνεται εις καιρόν νυκτός και επέφερεν θάνατον, δεν έγινε αυτός σκοπός του εμπρησμού, ενέργησαν έν τω όπισθεν του επελθόντος αποτελέσματος. [270, 4, 514, 126]
scan-speck [514, 2128, 518, 2130]
page-bottom-edge [0, 2120, 1600, 2147]
paragraph: Αἱ στιγμαί κρισιμότηται: η αίθουσα επλήρουτο κόσμου, ου προσήλθεν ο κ. Μαθαρίκας, ο κ. Παπαφράγκος, οι συνήγοροι, οι δικασταί, εισήρχοντο όταν η ώρα ήτο περασμένη. [1052, 87, 1299, 155]
scan-speck [560, 2124, 563, 2126]
paragraph: Ἀμέσως μετά ταύτα οί ένορκοι εισήρχοντο και ο Πρόεδρος μετά μακρόν διάλειμμα ανέγνωσε τα ζητήματα. [270, 1239, 514, 1280]
header-verdict: Η ΑΠΟΦΑΣΙΣ [555, 70, 749, 97]
paragraph: ΠΡΟΣΑ. Ἐνστάσεων, κύριε. [284, 1002, 442, 1016]
paragraph: Οι συνήγοροι, παρακολουθήσαντες εις τα έδρανα της θέσεώς των, ανακαλούν μετ' ου φρίκη προσοχής εις την ανάγνωσιν του ευρεθέντος της ετυμηγορίας. [1052, 647, 1299, 702]
paragraph: Ὅτε και ημείς θα παρακολουθήσωμεν την περιφοράν των αθωωθέντων εις την αίθουσα. [1052, 1270, 1299, 1311]
scan-speck [234, 2128, 238, 2130]
scan-speck [1206, 2128, 1210, 2130]
paragraph: Ὁ υπεναματόρχης κ. Διαμαντής, δεν ήτο απαραίτητος να σταθή όλην την ημέραν έξω από της αιθούσης. [1052, 424, 1299, 465]
scan-speck [493, 2124, 496, 2126]
paragraph: Ὄχι, κατά την εκτέλεσιν της άνω πράξεως ο βλάψαν δεν ήτο τοιούτος και παρώρμησε τον ανωτέρω κατηγορούμενον. [529, 614, 775, 670]
scan-speck [600, 2132, 605, 2134]
paragraph: ΚΩΝΣΤΑΝΤΟΠΟΥΛΟΣ. Ἀδυνατώ, κ. Πρόεδρε. Η γνώμη της ερήσεώς του κ. Εισαγγελέως δεν πρέπει να μείνη άνευ απαντήσεως. Ἀναφέρω ότι το ζήτημα της θέσεως είνε ζήτημα ουσίας. [270, 850, 514, 918]
paragraph: Τελευταίοι εισήχθησαν οι κατηγορούμενοι, οι οποίοι ευρίσκοντο εις άγνοιαν. Ο Καρτάλης, ο Καλαποθάκης, ο Τσίμας και ο Κριάλης. [1052, 466, 1299, 521]
paragraph: — Τον κακομοίρη τον Κριάλη! [1328, 562, 1500, 576]
paragraph: Ὄχι, δεν είνε ένοχος ότι την άνωτέρω πράξιν εξετέλεσεν ο Ἰωάννης Κριάλης εκεινέ ότι ο κατηγορούμενος Ἀντώνιος Καρτάλης γενόμενος εν τω ξενοδοχείω της Μεγάλης Βρεττανίας. [529, 1192, 775, 1275]
advert-commercial-title: ΘΡΙΑΜΒΟΣ ΕΜΠΟΡΙΚΟΣ [1357, 1204, 1541, 1220]
paragraph: — Ἀ, τον καϋμένον! [1066, 915, 1179, 929]
scan-speck [779, 2128, 783, 2130]
paragraph: ΠΡ. Κύριε συνήγορε, δεν έδει να έγινε εις κανένα. Ἔχω θέλει να σας απαντήσω. Ἀναγκαία είνε η κρίσις του δικαστηρίου. Ὁ κ. Εἰσαγγελεύς έχει τον λόγον. [270, 416, 514, 471]
scan-speck [61, 2136, 67, 2138]
column-4-text-c [790, 1322, 1037, 1349]
paragraph: ΚΩΝΣΤΑΝΤΟΠΟΥΛΟΣ. Ἀλλ' έχομεν και άλλην αντίρρησιν, κ. Πρόεδρε. Παρεκάλεσαμεν να τεθή το ζήτημα η κατηγορία, ότι παρεκινήσαμεν τον αυτουργόν να κακοποιήση απλώς τον παθόντα. Και ερωτώμεν: εάν ύπάρχη θέλησις τοιαύτη του κατηγορουμένου δια να τεθή το επιβαρυντικόν ζήτημα, δεν έχομεν έννοιαν της υπαρχούσης προθέσεως. [8, 431, 255, 567]
